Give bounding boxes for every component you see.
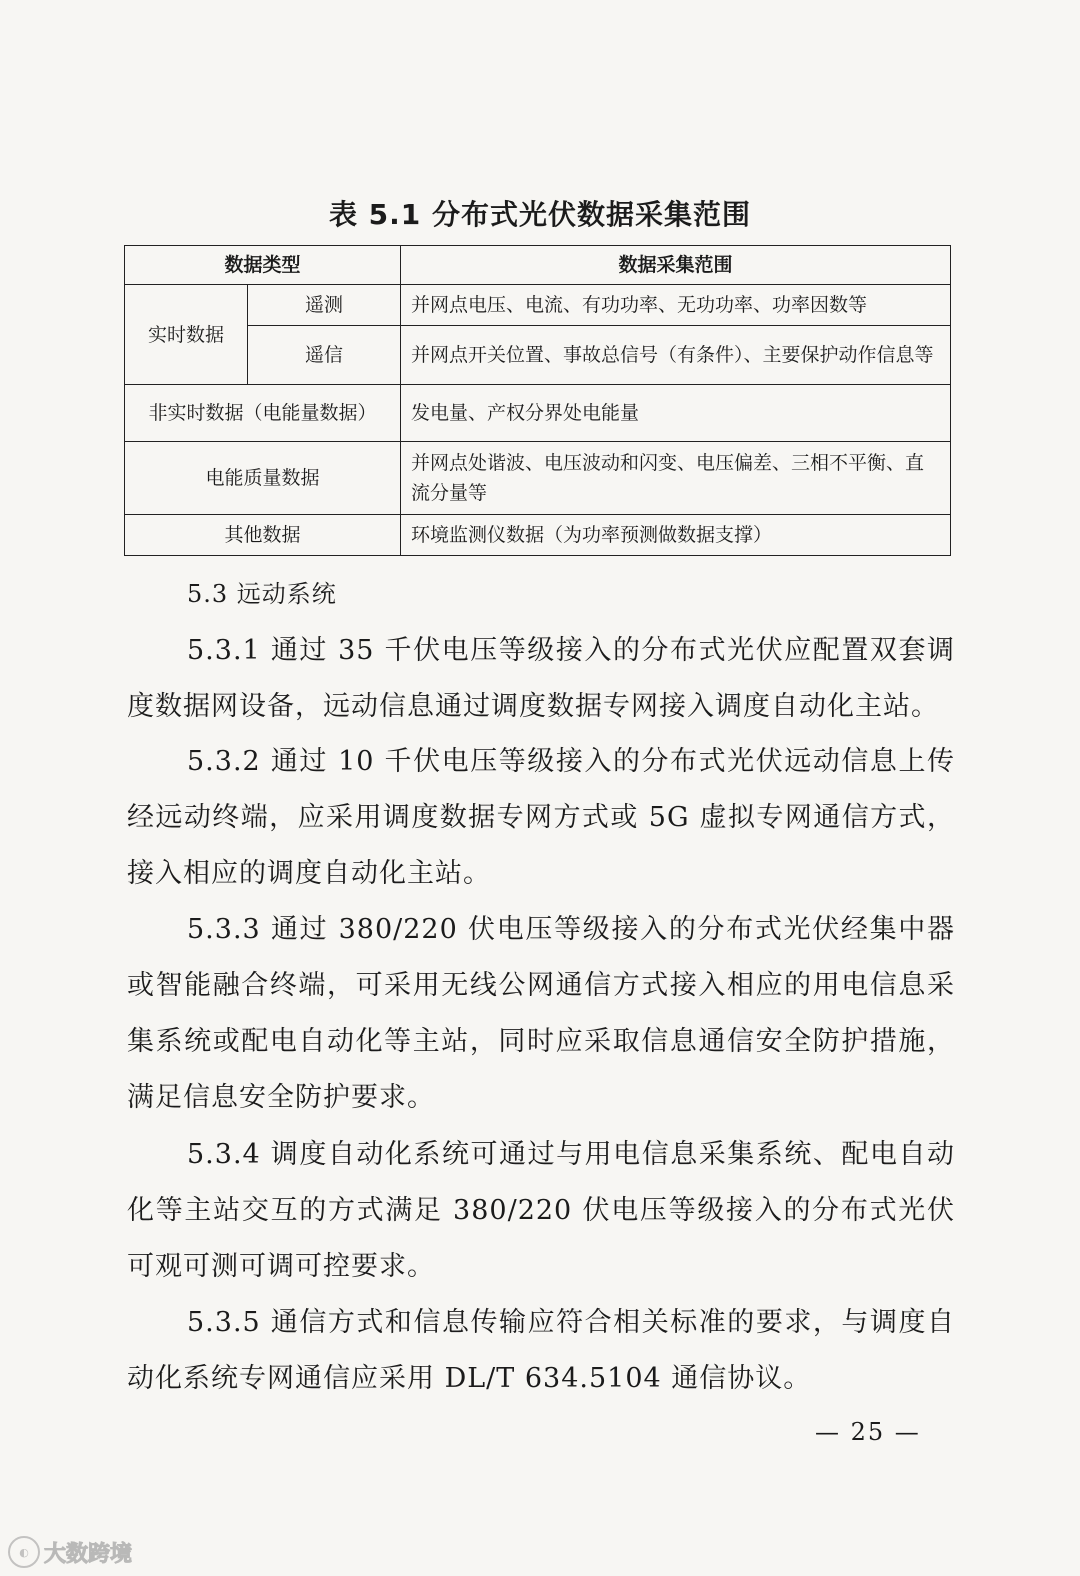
watermark-logo-icon: ◐ [8, 1536, 40, 1568]
page-number: — 25 — [815, 1418, 921, 1446]
paragraph: 5.3.4 调度自动化系统可通过与用电信息采集系统、配电自动化等主站交互的方式满足 380/220 伏电压等级接入的分布式光伏可观可测可调可控要求。 [127, 1139, 955, 1282]
scope-cell: 并网点电压、电流、有功功率、无功功率、功率因数等 [401, 285, 951, 326]
data-collection-table [124, 245, 951, 556]
table-row [125, 285, 951, 326]
header-data-scope: 数据采集范围 [401, 246, 951, 285]
table-title: 表 5.1 分布式光伏数据采集范围 [328, 198, 752, 231]
paragraph: 5.3.5 通信方式和信息传输应符合相关标准的要求，与调度自动化系统专网通信应采用 DL/T 634.5104 通信协议。 [127, 1307, 955, 1394]
subcategory-cell: 遥信 [248, 326, 401, 385]
paragraph: 5.3.2 通过 10 千伏电压等级接入的分布式光伏远动信息上传经远动终端，应采用调度数据专网方式或 5G 虚拟专网通信方式，接入相应的调度自动化主站。 [127, 746, 955, 889]
scope-cell: 环境监测仪数据（为功率预测做数据支撑） [401, 515, 951, 556]
scope-cell: 并网点开关位置、事故总信号（有条件）、主要保护动作信息等 [401, 326, 951, 385]
table-row [125, 385, 951, 442]
category-cell: 其他数据 [125, 515, 401, 556]
table-row [125, 442, 951, 515]
table-row [125, 326, 951, 385]
table-header-row [125, 246, 951, 285]
subcategory-cell: 遥测 [248, 285, 401, 326]
scope-cell: 发电量、产权分界处电能量 [401, 385, 951, 442]
paragraph: 5.3.1 通过 35 千伏电压等级接入的分布式光伏应配置双套调度数据网设备，远动信息通过调度数据专网接入调度自动化主站。 [127, 635, 955, 722]
watermark-text: 大数跨境 [44, 1541, 133, 1567]
scope-cell: 并网点处谐波、电压波动和闪变、电压偏差、三相不平衡、直流分量等 [401, 442, 951, 515]
watermark [8, 1536, 132, 1568]
category-cell: 实时数据 [125, 285, 248, 385]
section-heading: 5.3 远动系统 [187, 580, 337, 608]
category-cell: 电能质量数据 [125, 442, 401, 515]
table-row [125, 515, 951, 556]
category-cell: 非实时数据（电能量数据） [125, 385, 401, 442]
header-data-type: 数据类型 [125, 246, 401, 285]
paragraph: 5.3.3 通过 380/220 伏电压等级接入的分布式光伏经集中器或智能融合终端，可采用无线公网通信方式接入相应的用电信息采集系统或配电自动化等主站，同时应采取信息通信安全防护措施，满足信息安全防护要求。 [127, 914, 955, 1113]
